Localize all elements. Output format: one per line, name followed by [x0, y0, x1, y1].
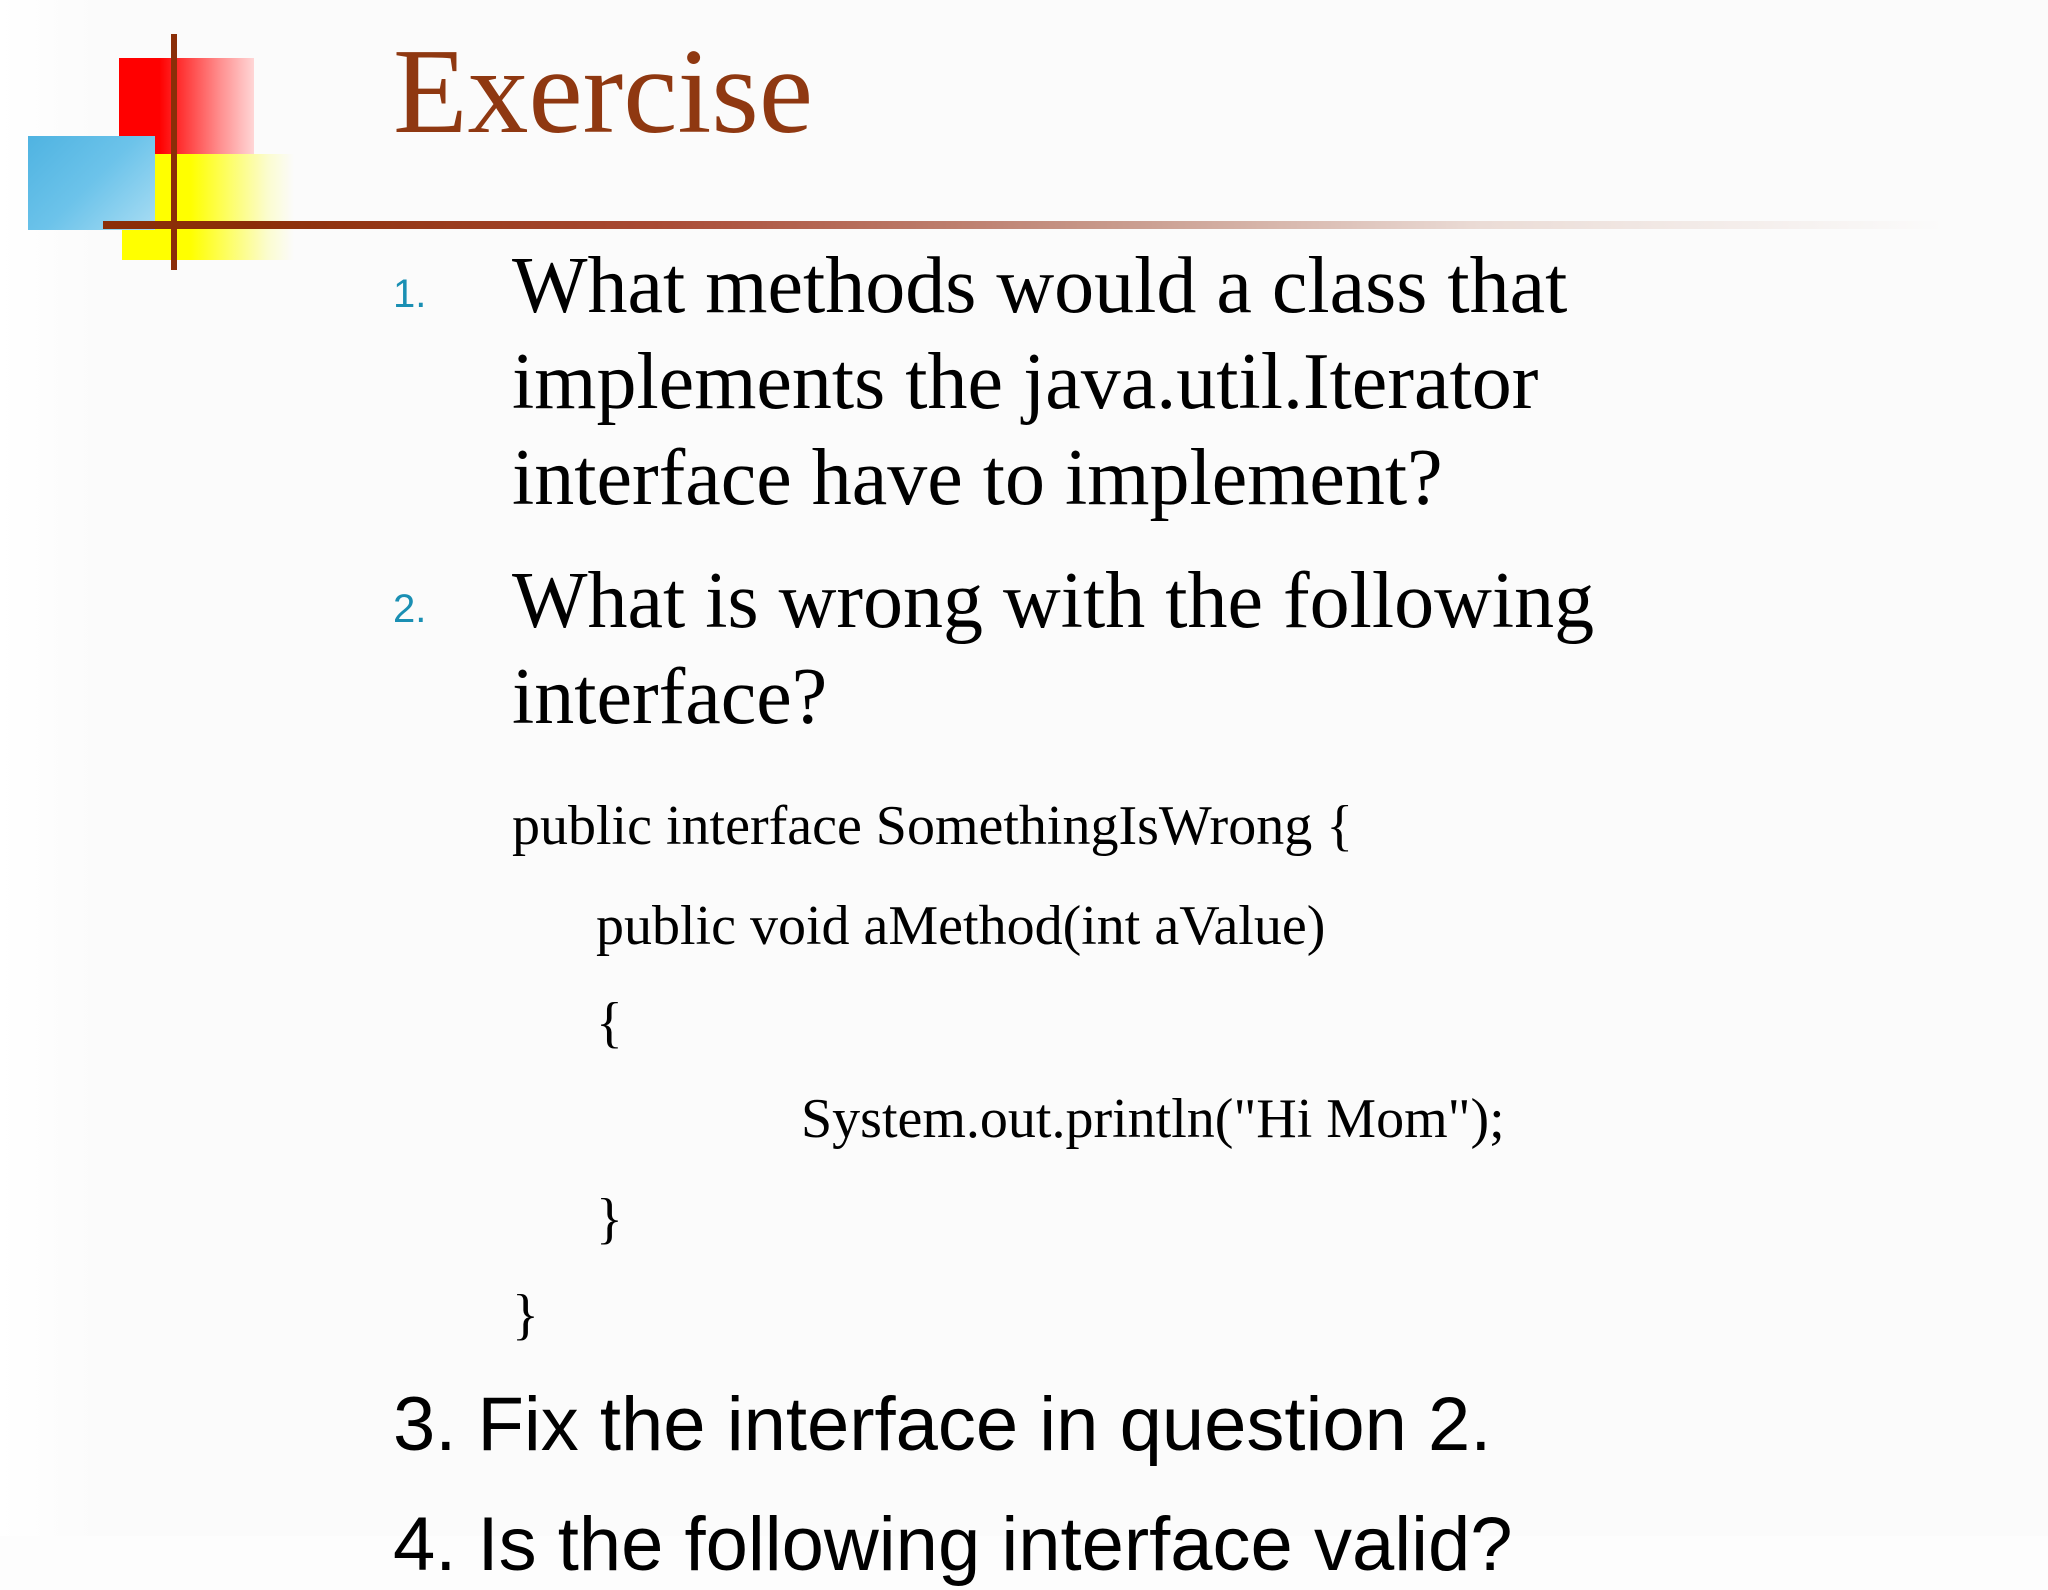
question-1-line-1: What methods would a class that	[512, 242, 1568, 330]
code-line-5: }	[596, 1188, 623, 1250]
title-underline	[103, 221, 1943, 229]
question-1	[512, 238, 1812, 526]
question-2-number: 2.	[393, 587, 427, 631]
slide-title: Exercise	[393, 24, 813, 159]
code-line-2: public void aMethod(int aValue)	[596, 895, 1326, 957]
question-4-partial: 4. Is the following interface valid?	[393, 1502, 1513, 1587]
question-2-line-1: What is wrong with the following	[512, 557, 1595, 645]
question-1-number: 1.	[393, 272, 427, 316]
question-2	[512, 553, 1812, 745]
logo-vertical-line	[171, 34, 177, 270]
question-2-line-2: interface?	[512, 653, 828, 741]
logo-blue-square	[28, 136, 155, 230]
code-line-6: }	[512, 1284, 539, 1346]
question-1-line-3: interface have to implement?	[512, 434, 1443, 522]
code-line-1: public interface SomethingIsWrong {	[512, 795, 1354, 857]
code-line-4: System.out.println("Hi Mom");	[801, 1088, 1505, 1150]
question-3: 3. Fix the interface in question 2.	[393, 1382, 1492, 1467]
question-1-line-2: implements the java.util.Iterator	[512, 338, 1539, 426]
code-line-3: {	[596, 992, 623, 1054]
